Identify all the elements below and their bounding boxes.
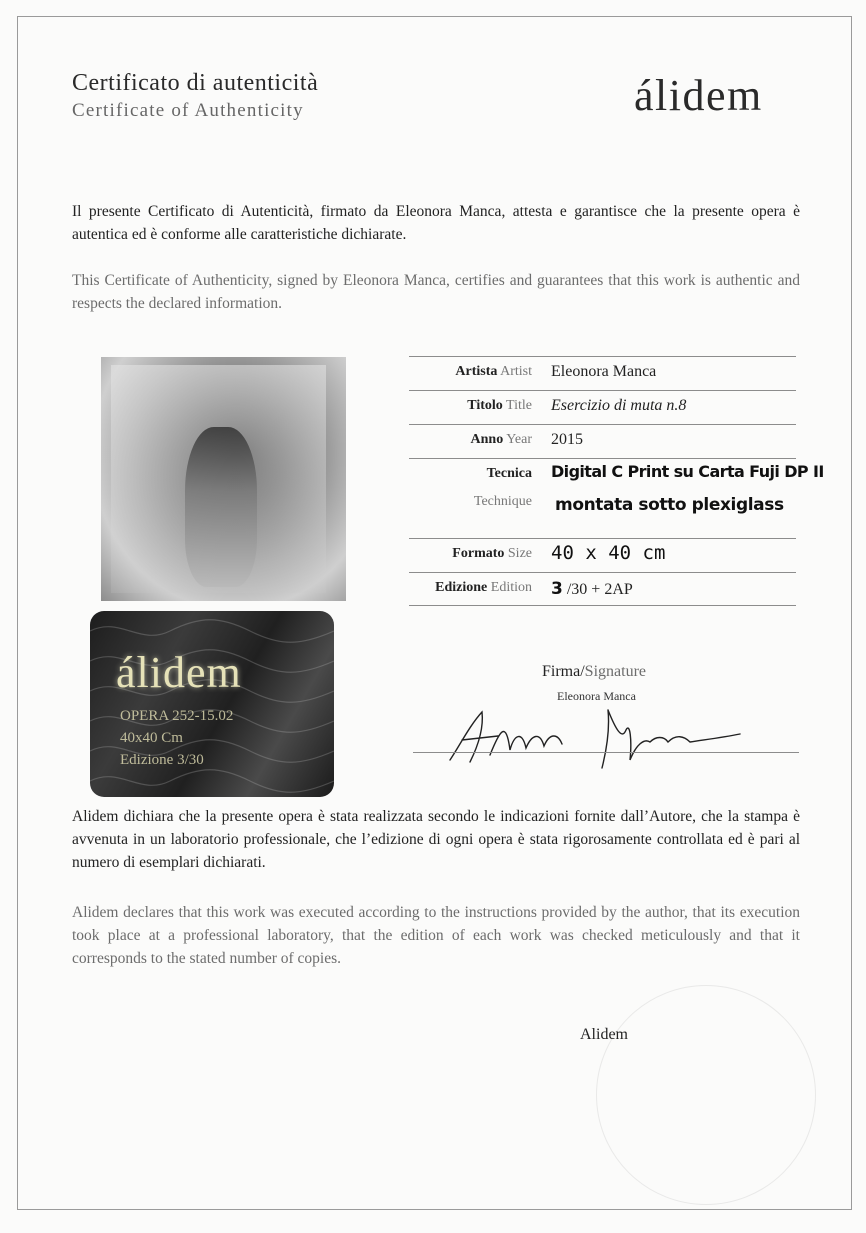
- hologram-text: [120, 705, 233, 771]
- intro-paragraph-english: This Certificate of Authenticity, signed by Eleonora Manca, certifies and guarantees that this work is authentic and respects the declared information.: [72, 272, 800, 312]
- hologram-line-opera: OPERA 252-15.02: [120, 708, 234, 724]
- size-label: Formato Size: [452, 546, 532, 561]
- artwork-photo: [101, 357, 346, 601]
- declaration-paragraph-italian: Alidem dichiara che la presente opera è stata realizzata secondo le indicazioni fornite dall’Autore, che la stampa è avvenuta in un laboratorio professionale, che l’edizione di ogni opera è stata rigorosamente controllata ed è pari al numero di esemplari dichiarati.: [72, 808, 800, 871]
- hologram-sticker: [90, 611, 334, 797]
- year-value: 2015: [551, 431, 583, 448]
- detail-row-artist: [409, 356, 796, 390]
- certificate-title-english: Certificate of Authenticity: [72, 100, 304, 121]
- declaration-paragraph-english: Alidem declares that this work was executed according to the instructions provided by the author, that its execution took place at a professional laboratory, that the edition of each work was checked meticulously and that it corresponds to the stated number of copies.: [72, 904, 800, 967]
- hologram-logo: álidem: [116, 648, 242, 697]
- detail-row-size: [409, 538, 796, 572]
- signature-label: Firma/Signature: [542, 663, 646, 680]
- watermark-seal: [596, 985, 816, 1205]
- detail-row-year: [409, 424, 796, 458]
- closing-signatory: Alidem: [580, 1026, 628, 1043]
- hologram-line-size: 40x40 Cm: [120, 730, 183, 746]
- artist-value: Eleonora Manca: [551, 363, 657, 380]
- artist-label: Artista Artist: [455, 364, 532, 379]
- edition-value: [551, 579, 633, 599]
- edition-label: Edizione Edition: [435, 580, 532, 595]
- edition-number: 3: [551, 579, 563, 599]
- detail-row-technique: [409, 458, 824, 538]
- detail-row-title: [409, 390, 796, 424]
- technique-label-english: Technique: [473, 494, 532, 509]
- alidem-logo: álidem: [634, 71, 763, 120]
- hologram-line-edition: Edizione 3/30: [120, 752, 204, 768]
- technique-value-line1: Digital C Print su Carta Fuji DP II: [551, 462, 824, 481]
- artwork-details-table: [409, 356, 824, 606]
- signature-printed-name: Eleonora Manca: [557, 689, 636, 703]
- technique-label-italian: Tecnica: [486, 466, 532, 481]
- handwritten-signature: [440, 700, 760, 775]
- intro-paragraph-italian: Il presente Certificato di Autenticità, firmato da Eleonora Manca, attesta e garantisce che la presente opera è autentica ed è conforme alle caratteristiche dichiarate.: [72, 203, 800, 243]
- title-value: Esercizio di muta n.8: [551, 397, 687, 414]
- detail-row-edition: [409, 572, 796, 606]
- certificate-title-italian: Certificato di autenticità: [72, 70, 319, 96]
- title-label: Titolo Title: [467, 398, 532, 413]
- technique-value-line2: montata sotto plexiglass: [555, 495, 784, 515]
- signature-line: [413, 752, 799, 753]
- edition-total: /30 + 2AP: [566, 581, 633, 598]
- year-label: Anno Year: [470, 432, 532, 447]
- size-value: 40 x 40 cm: [551, 542, 666, 564]
